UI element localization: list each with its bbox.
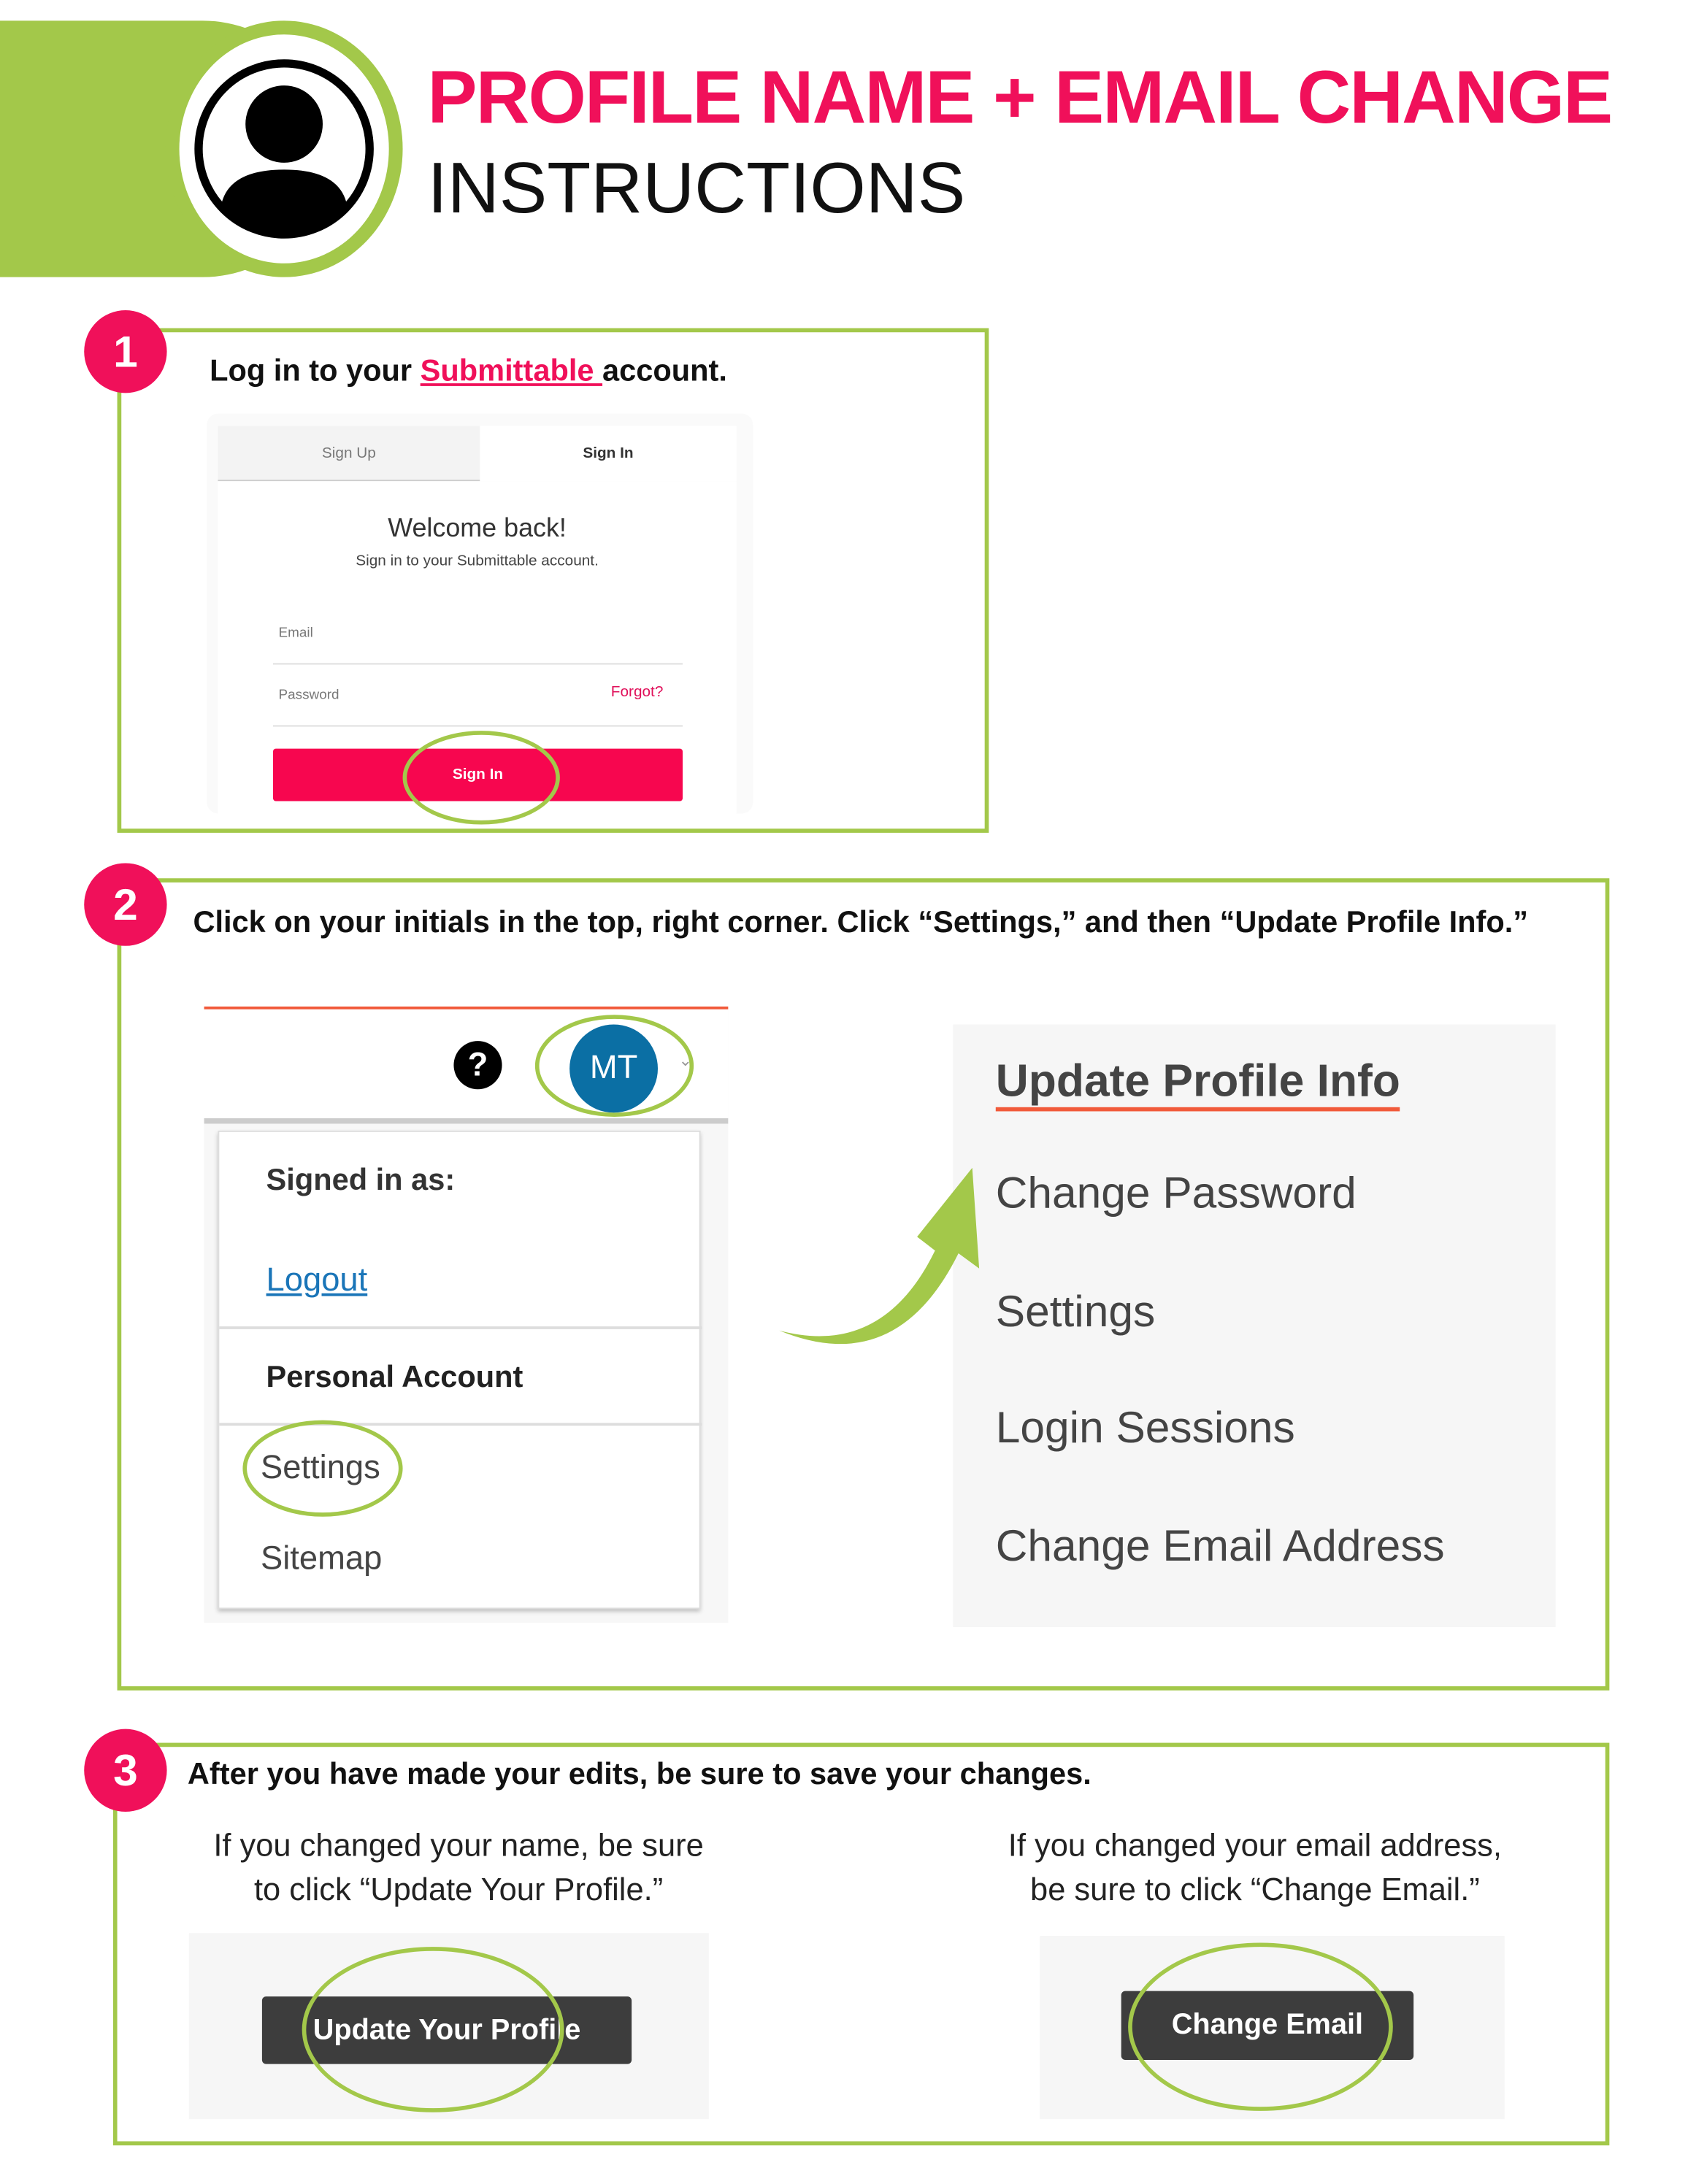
account-dropdown-menu [218, 1131, 700, 1609]
email-field[interactable]: Email [273, 612, 683, 665]
step2-number: 2 [84, 863, 166, 945]
login-sessions-link[interactable]: Login Sessions [995, 1402, 1295, 1453]
help-icon[interactable]: ? [453, 1041, 502, 1089]
name-change-note [158, 1823, 759, 1911]
update-profile-info-link[interactable]: Update Profile Info [996, 1055, 1400, 1111]
highlight-circle [1128, 1942, 1393, 2110]
user-initials-avatar[interactable]: MT [569, 1024, 658, 1112]
settings-menu-screenshot [953, 1024, 1555, 1626]
change-password-link[interactable]: Change Password [995, 1167, 1357, 1218]
tab-sign-in[interactable]: Sign In [480, 426, 736, 482]
sign-in-button[interactable]: Sign In [273, 749, 683, 801]
highlight-circle [535, 1015, 694, 1117]
logout-link[interactable]: Logout [266, 1261, 368, 1299]
account-dropdown-screenshot [204, 1007, 729, 1623]
welcome-subheading: Sign in to your Submittable account. [356, 553, 599, 570]
step1-instruction [210, 353, 727, 389]
step1-number: 1 [84, 310, 166, 393]
highlight-circle [403, 731, 560, 824]
page-title: PROFILE NAME + EMAIL CHANGE [427, 56, 1612, 139]
step3-instruction: After you have made your edits, be sure to save your changes. [187, 1756, 1092, 1791]
change-email-button[interactable]: Change Email [1121, 1991, 1413, 2060]
signed-in-as-label: Signed in as: [266, 1162, 456, 1197]
personal-account-label: Personal Account [266, 1359, 523, 1394]
submittable-link[interactable]: Submittable [420, 353, 603, 388]
note-line: If you changed your email address, [1008, 1826, 1502, 1863]
change-email-address-link[interactable]: Change Email Address [995, 1520, 1445, 1571]
settings-menu-item[interactable]: Settings [261, 1449, 380, 1487]
update-your-profile-button[interactable]: Update Your Profile [262, 1996, 632, 2064]
note-line: be sure to click “Change Email.” [1030, 1871, 1480, 1907]
user-profile-icon [166, 20, 403, 277]
divider [219, 1326, 702, 1329]
change-email-screenshot [1040, 1936, 1505, 2119]
step3-number: 3 [84, 1729, 166, 1812]
step1-text: Log in to your [210, 353, 421, 388]
page-subtitle: INSTRUCTIONS [427, 149, 966, 229]
welcome-heading: Welcome back! [388, 514, 567, 544]
email-change-note [951, 1823, 1558, 1911]
tab-sign-up[interactable]: Sign Up [218, 426, 480, 482]
curved-arrow-icon [772, 1151, 986, 1358]
note-line: to click “Update Your Profile.” [253, 1871, 664, 1907]
sitemap-menu-item[interactable]: Sitemap [261, 1539, 383, 1577]
highlight-circle [302, 1947, 564, 2112]
step2-instruction: Click on your initials in the top, right corner. Click “Settings,” and then “Update Profile Info.” [193, 904, 1529, 939]
step1-text-end: account. [602, 353, 727, 388]
chevron-down-icon[interactable]: ⌄ [678, 1050, 693, 1070]
forgot-link[interactable]: Forgot? [610, 683, 664, 701]
note-line: If you changed your name, be sure [213, 1826, 704, 1863]
highlight-circle [242, 1420, 402, 1517]
settings-link[interactable]: Settings [995, 1286, 1156, 1337]
update-profile-screenshot [189, 1933, 709, 2119]
password-field[interactable]: Password [273, 674, 683, 727]
